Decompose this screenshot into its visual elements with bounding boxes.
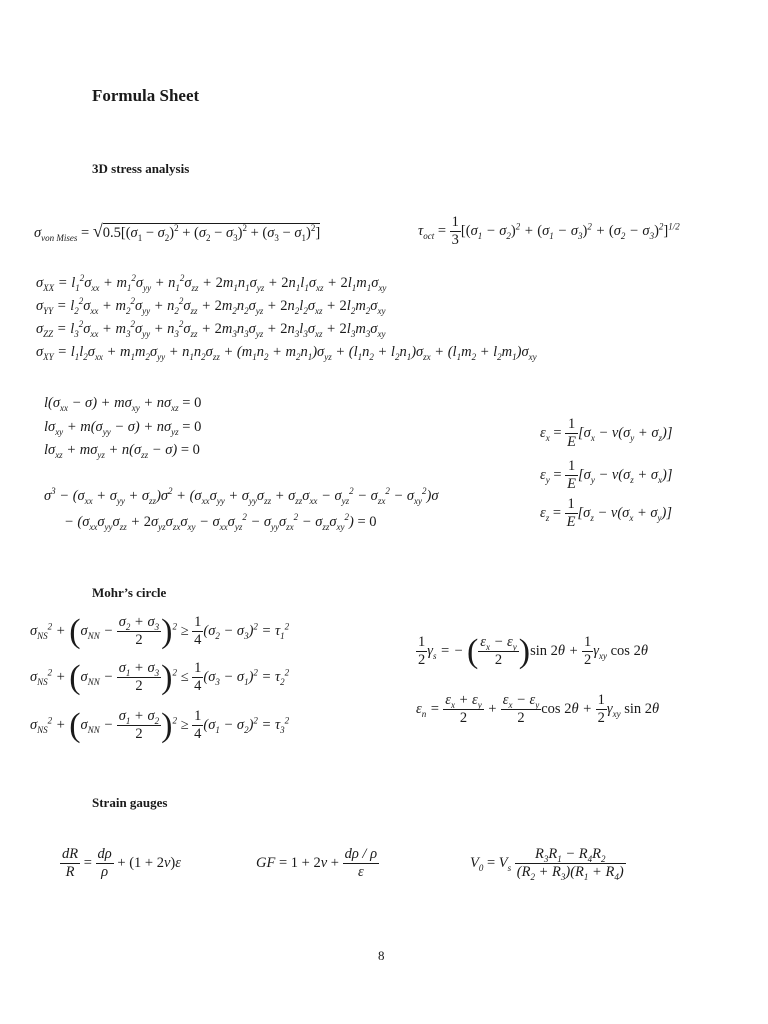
equation-mohr-1: $\sigma_{NS}^2 + (\sigma_{NN}$ − $\frac{\sigma_2 + \sigma_3}{2}$ )$^2$ ≥ $\frac{1}{4}$ $(\sigma_2 - \sigma_3)^2 = \tau_1^2$ bbox=[30, 612, 290, 650]
equation-normal-strain-transform: $\varepsilon_n$ = $\frac{\varepsilon_x + \varepsilon_y}{2}$ + $\frac{\varepsilon_x - \varepsilon_y}{2}$ cos 2θ + $\frac{1}{2}$ $\gamma_{xy}$ sin 2θ bbox=[416, 692, 660, 727]
equation-von-mises: $\sigma_{von Mises} = √0.5[(\sigma_1 - \sigma_2)^2 + (\sigma_2 - \sigma_3)^2 + (\sigma_3 - \sigma_1)^2]$ bbox=[34, 221, 321, 243]
equation-octahedral-shear: $\tau_{oct}$ = $\frac{1}{3}$ $[(\sigma_1 - \sigma_2)^2 + (\sigma_1 - \sigma_3)^2 + (\sigma_2 - \sigma_3)^2]^{1/2}$ bbox=[418, 214, 680, 249]
equation-principal-1: $l(\sigma_{xx} - \sigma) + m\sigma_{xy} + n\sigma_{xz} = 0$ bbox=[44, 395, 202, 413]
equation-strain-z: $\varepsilon_z$ = $\frac{1}{E}$ $[\sigma_z - v(\sigma_x + \sigma_y)]$ bbox=[540, 496, 672, 531]
equation-sigma-xy: $\sigma_{XY} = l_1l_2\sigma_{xx} + m_1m_2\sigma_{yy} + n_1n_2\sigma_{zz} + (m_1n_2 + m_2n_1)\sigma_{yz} + (l_1n_2 + l_2n_1)\sigma_{zx} + (l_1m_2 + l_2m_1)\sigma_{xy}$ bbox=[36, 344, 537, 362]
section-heading-3d-stress: 3D stress analysis bbox=[92, 161, 190, 176]
equation-cubic-2: − $(\sigma_{xx}\sigma_{yy}\sigma_{zz} + 2\sigma_{yz}\sigma_{zx}\sigma_{xy} - \sigma_{xx}\sigma_{yz}^2 - \sigma_{yy}\sigma_{zx}^2 - \sigma_{zz}\sigma_{xy}^2) = 0$ bbox=[64, 512, 377, 532]
equation-strain-x: $\varepsilon_x$ = $\frac{1}{E}$ $[\sigma_x - v(\sigma_y + \sigma_z)]$ bbox=[540, 416, 673, 451]
equation-cubic-1: $\sigma^3 - (\sigma_{xx} + \sigma_{yy} + \sigma_{zz})\sigma^2 + (\sigma_{xx}\sigma_{yy} + \sigma_{yy}\sigma_{zz} + \sigma_{zz}\sigma_{xx} - \sigma_{yz}^2 - \sigma_{zx}^2 - \sigma_{xy}^2)\sigma$ bbox=[44, 486, 439, 506]
page-number: 8 bbox=[378, 948, 385, 963]
section-heading-strain-gauges: Strain gauges bbox=[92, 795, 168, 810]
page-title: Formula Sheet bbox=[92, 86, 200, 105]
equation-sigma-yy: $\sigma_{YY} = l_2^2\sigma_{xx} + m_2^2\sigma_{yy} + n_2^2\sigma_{zz} + 2m_2n_2\sigma_{yz} + 2n_2l_2\sigma_{xz} + 2l_2m_2\sigma_{xy}$ bbox=[36, 296, 386, 316]
equation-sigma-xx: $\sigma_{XX} = l_1^2\sigma_{xx} + m_1^2\sigma_{yy} + n_1^2\sigma_{zz} + 2m_1n_1\sigma_{yz} + 2n_1l_1\sigma_{xz} + 2l_1m_1\sigma_{xy}$ bbox=[36, 273, 387, 293]
equation-gauge-factor: GF = 1 + 2v + $\frac{d\rho / \rho}{\varepsilon}$ bbox=[256, 846, 378, 881]
equation-principal-3: $l\sigma_{xz} + m\sigma_{yz} + n(\sigma_{zz} - \sigma) = 0$ bbox=[44, 442, 200, 460]
equation-bridge-voltage: $V_0 = V_s$ $\frac{R_3R_1 - R_4R_2}{(R_2 + R_3)(R_1 + R_4)}$ bbox=[470, 846, 624, 883]
equation-mohr-3: $\sigma_{NS}^2 + (\sigma_{NN}$ − $\frac{\sigma_1 + \sigma_2}{2}$ )$^2$ ≥ $\frac{1}{4}$ $(\sigma_1 - \sigma_2)^2 = \tau_3^2$ bbox=[30, 706, 290, 744]
equation-mohr-2: $\sigma_{NS}^2 + (\sigma_{NN}$ − $\frac{\sigma_1 + \sigma_3}{2}$ )$^2$ ≤ $\frac{1}{4}$ $(\sigma_3 - \sigma_1)^2 = \tau_2^2$ bbox=[30, 658, 290, 696]
section-heading-mohr: Mohr’s circle bbox=[92, 585, 167, 600]
equation-sigma-zz: $\sigma_{ZZ} = l_3^2\sigma_{xx} + m_3^2\sigma_{yy} + n_3^2\sigma_{zz} + 2m_3n_3\sigma_{yz} + 2n_3l_3\sigma_{xz} + 2l_3m_3\sigma_{xy}$ bbox=[36, 319, 386, 339]
equation-shear-strain-transform: $\frac{1}{2}$ $\gamma_s$ = − ( $\frac{\varepsilon_x - \varepsilon_y}{2}$ )sin 2θ + $\frac{1}{2}$ $\gamma_{xy}$ cos 2θ bbox=[418, 632, 648, 670]
equation-principal-2: $l\sigma_{xy} + m(\sigma_{yy} - \sigma) + n\sigma_{yz} = 0$ bbox=[44, 419, 202, 437]
equation-resistance-change: $\frac{dR}{R}$ = $\frac{d\rho}{\rho}$ + (1 + 2v)ε bbox=[62, 846, 181, 881]
equation-strain-y: $\varepsilon_y$ = $\frac{1}{E}$ $[\sigma_y - v(\sigma_z + \sigma_x)]$ bbox=[540, 458, 673, 493]
